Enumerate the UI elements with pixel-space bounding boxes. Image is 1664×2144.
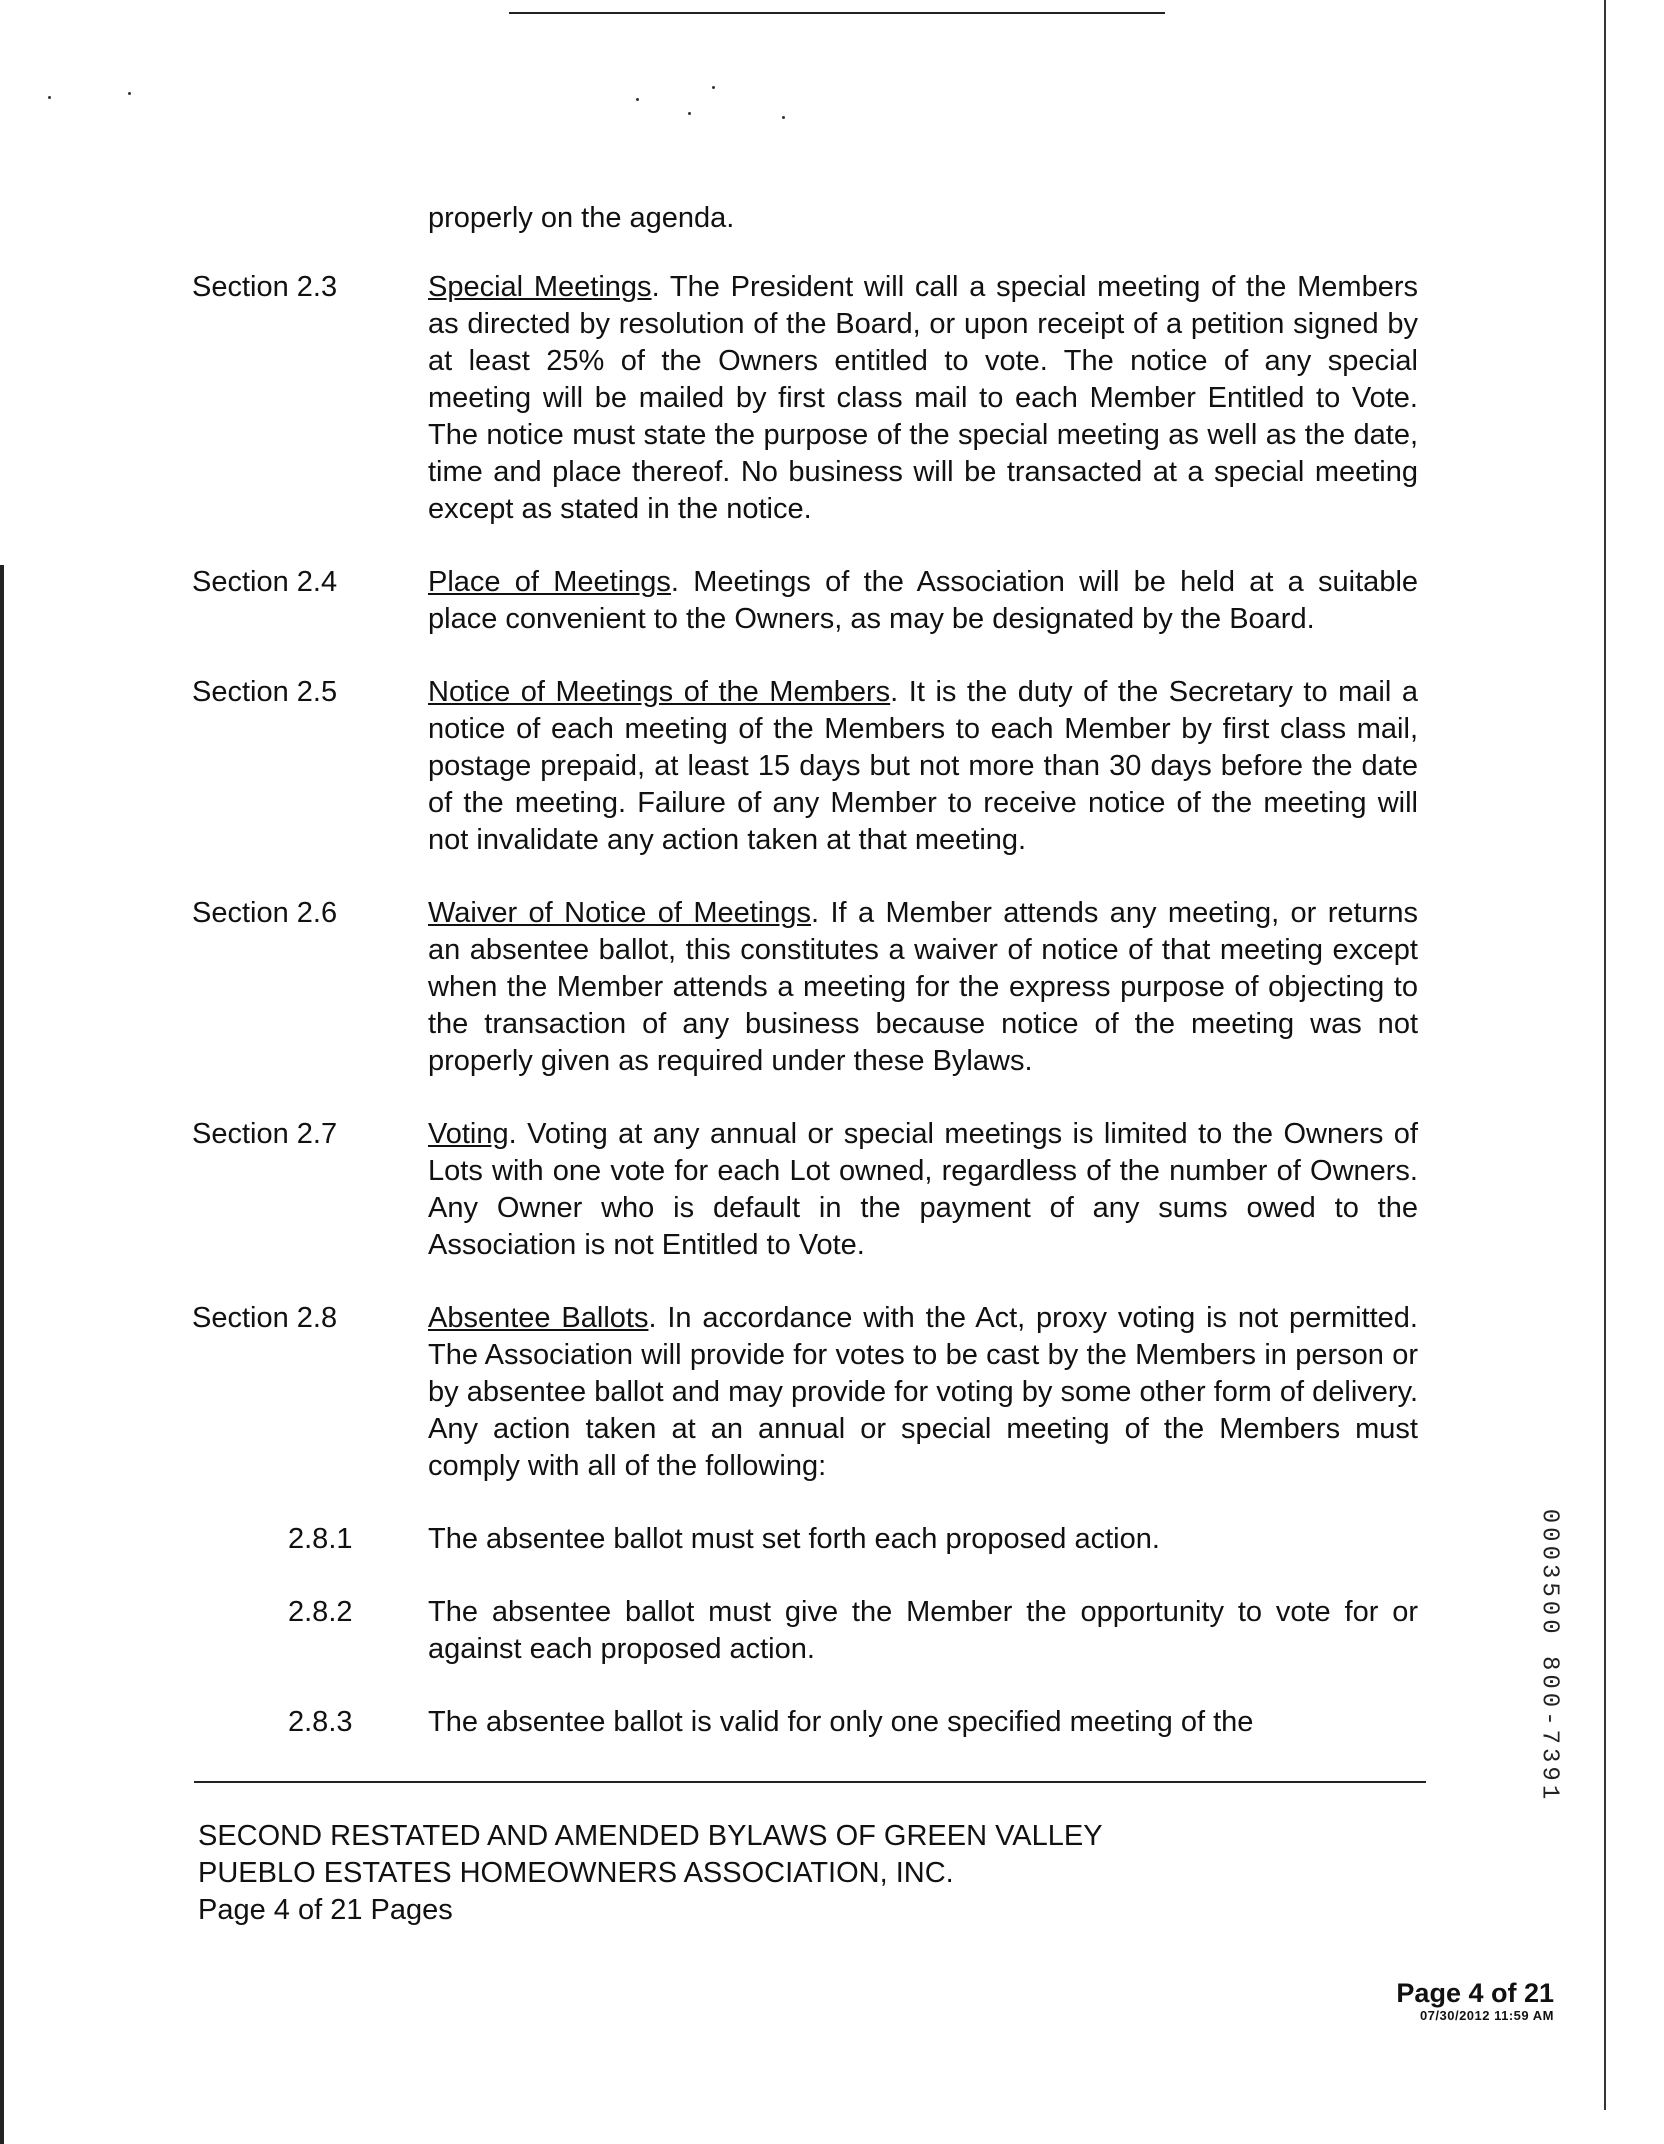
recording-number: 0003500 800-7391 (1535, 1508, 1563, 1804)
section-text: . Meetings of the Association will be held at a suitable place convenient to the Owners, as may be designated by the Board. (428, 566, 1419, 635)
section-heading: Voting (428, 1118, 509, 1150)
subsection-text: The absentee ballot must set forth each proposed action. (428, 1523, 1160, 1555)
scan-margin-line-right (1604, 0, 1606, 2110)
section-label: Section 2.8 (192, 1302, 338, 1334)
scan-speck (688, 112, 691, 115)
section-2-5 (192, 674, 1432, 859)
continuation-text: properly on the agenda. (428, 202, 735, 234)
section-2-6 (192, 895, 1432, 1080)
scan-margin-line-left (0, 565, 4, 2144)
subsection-2-8-3 (192, 1704, 1432, 1741)
scan-speck (712, 86, 715, 89)
subsection-text: The absentee ballot is valid for only one specified meeting of the (428, 1706, 1254, 1738)
section-body (428, 895, 1418, 1080)
section-heading: Special Meetings (428, 271, 652, 303)
footer-title-line-1: SECOND RESTATED AND AMENDED BYLAWS OF GREEN VALLEY (198, 1820, 1103, 1852)
subsection-label: 2.8.2 (288, 1596, 353, 1628)
section-text: . The President will call a special meeting of the Members as directed by resolution of the Board, or upon receipt of a petition signed by at least 25% of the Owners entitled to vote. The notice of any special meeting will be mailed by first class mail to each Member Entitled to Vote. The notice must state the purpose of the special meeting as well as the date, time and place thereof. No business will be transacted at a special meeting except as stated in the notice. (428, 271, 1418, 525)
subsection-2-8-1 (192, 1521, 1432, 1558)
page-stamp-page: Page 4 of 21 (1396, 1978, 1554, 2008)
scan-speck (48, 96, 51, 99)
section-2-4 (192, 564, 1432, 638)
section-text: . Voting at any annual or special meetings is limited to the Owners of Lots with one vote for each Lot owned, regardless of the number of Owners. Any Owner who is default in the payment of any sums owed to the Association is not Entitled to Vote. (428, 1118, 1418, 1261)
footer-title-line-2: PUEBLO ESTATES HOMEOWNERS ASSOCIATION, INC. (198, 1857, 954, 1889)
scan-speck (636, 98, 639, 101)
section-text: . If a Member attends any meeting, or returns an absentee ballot, this constitutes a waiver of notice of that meeting except when the Member attends a meeting for the express purpose of objecting to the transaction of any business because notice of the meeting was not properly given as required under these Bylaws. (428, 897, 1418, 1077)
section-2-3 (192, 269, 1432, 528)
section-label: Section 2.5 (192, 676, 338, 708)
section-label: Section 2.6 (192, 897, 338, 929)
section-label: Section 2.7 (192, 1118, 338, 1150)
section-heading: Absentee Ballots (428, 1302, 649, 1334)
subsection-text: The absentee ballot must give the Member the opportunity to vote for or against each proposed action. (428, 1596, 1418, 1665)
page-stamp-timestamp: 07/30/2012 11:59 AM (1419, 2008, 1554, 2023)
section-body (428, 674, 1418, 859)
scan-speck (128, 92, 131, 95)
footer-page-count: Page 4 of 21 Pages (198, 1894, 453, 1926)
document-body (192, 200, 1432, 1777)
footer-rule (194, 1781, 1426, 1783)
section-heading: Waiver of Notice of Meetings (428, 897, 811, 929)
section-heading: Place of Meetings (428, 566, 671, 598)
recording-number-stamp (1535, 1508, 1563, 1804)
top-rule (509, 12, 1165, 14)
document-footer (198, 1818, 1103, 1929)
page-stamp (1396, 1978, 1554, 2024)
scan-speck (782, 116, 785, 119)
subsection-label: 2.8.1 (288, 1523, 353, 1555)
section-body (428, 269, 1418, 528)
section-heading: Notice of Meetings of the Members (428, 676, 891, 708)
section-body (428, 1116, 1418, 1264)
section-text: . It is the duty of the Secretary to mail a notice of each meeting of the Members to each Member by first class mail, postage prepaid, at least 15 days but not more than 30 days before the date of the meeting. Failure of any Member to receive notice of the meeting will not invalidate any action taken at that meeting. (428, 676, 1418, 856)
section-label: Section 2.3 (192, 271, 338, 303)
section-2-8 (192, 1300, 1432, 1485)
subsection-2-8-2 (192, 1594, 1432, 1668)
section-body (428, 564, 1418, 638)
section-text: . In accordance with the Act, proxy voting is not permitted. The Association will provide for votes to be cast by the Members in person or by absentee ballot and may provide for voting by some other form of delivery. Any action taken at an annual or special meeting of the Members must comply with all of the following: (428, 1302, 1418, 1482)
section-2-7 (192, 1116, 1432, 1264)
subsection-label: 2.8.3 (288, 1706, 353, 1738)
section-body (428, 1300, 1418, 1485)
section-label: Section 2.4 (192, 566, 338, 598)
